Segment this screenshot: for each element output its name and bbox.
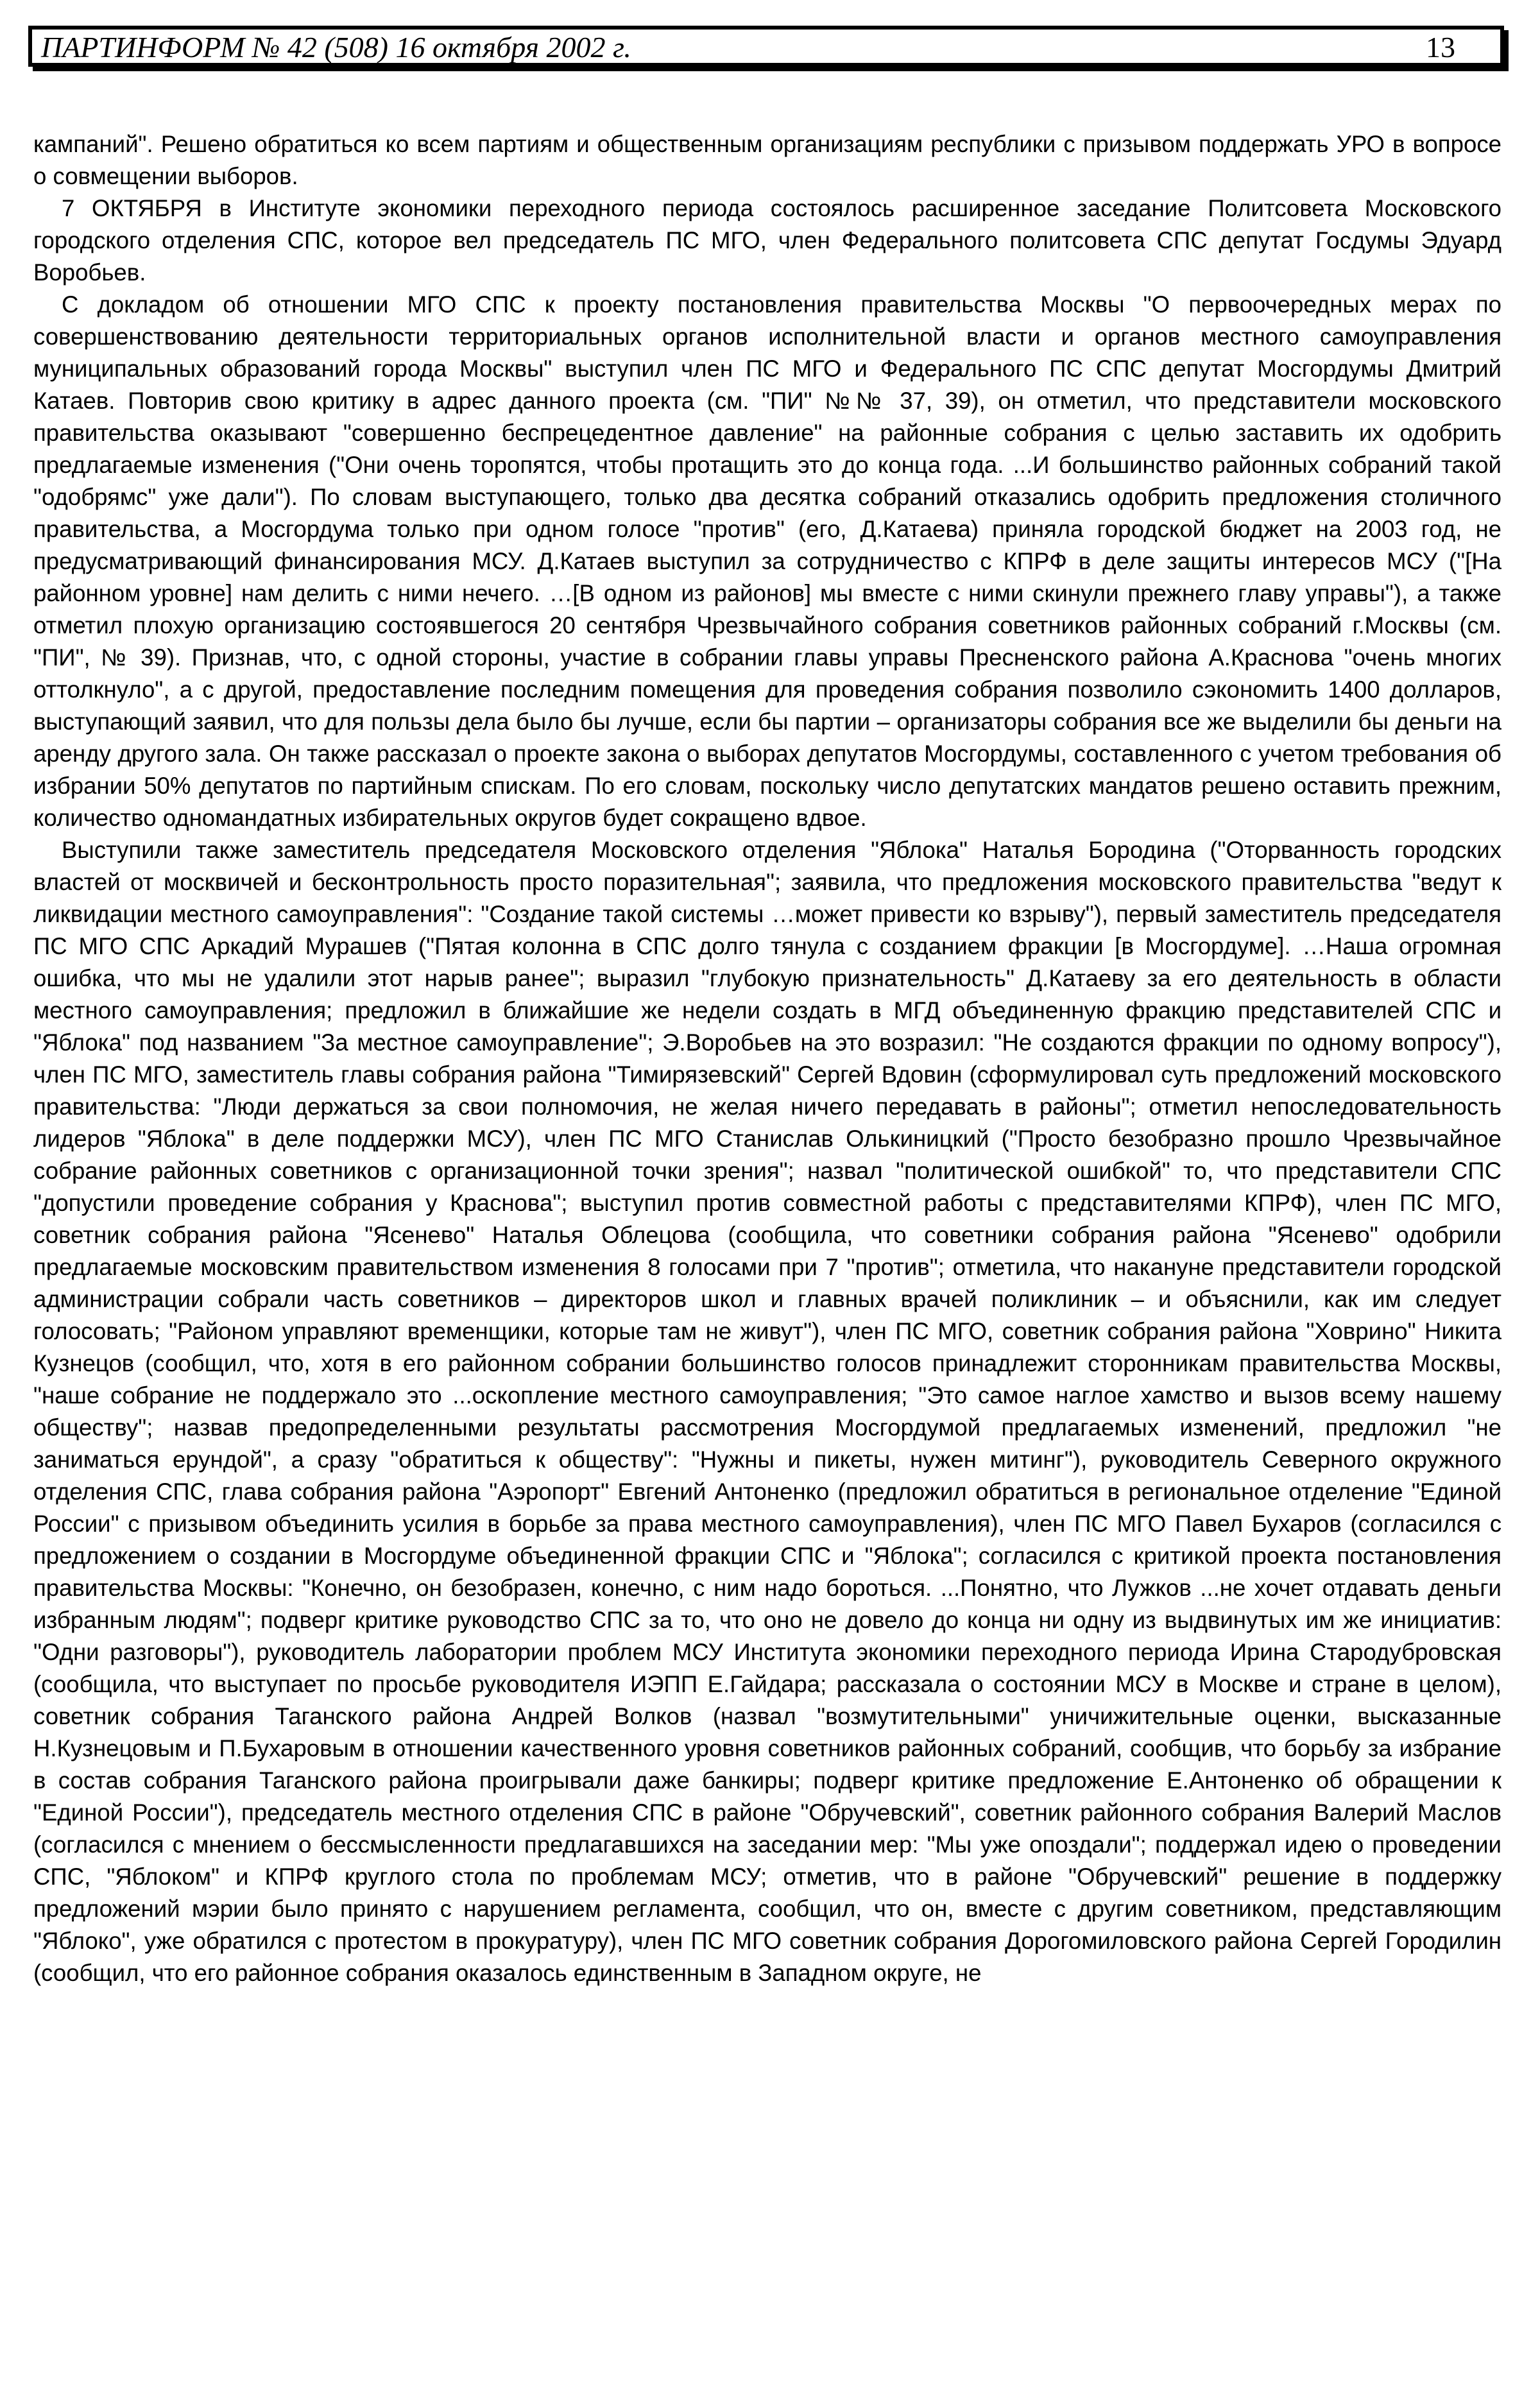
paragraph-speakers: Выступили также заместитель председателя Московского отделения "Яблока" Наталья Бородина ("Оторванность городских властей от москвичей и бесконтрольность просто поразительная"; заявила, что предложения московского правительства "ведут к ликвидации местного самоуправления": "Создание такой системы …может привести ко взрыву"), первый заместитель председателя ПС МГО СПС Аркадий Мурашев ("Пятая колонна в СПС долго тянула с созданием фракции [в Мосгордуме]. …Наша огромная ошибка, что мы не удалили этот нарыв ранее"; выразил "глубокую признательность" Д.Катаеву за его деятельность в области местного самоуправления; предложил в ближайшие же недели создать в МГД объединенную фракцию представителей СПС и "Яблока" под названием "За местное самоуправление"; Э.Воробьев на это возразил: "Не создаются фракции по одному вопросу"), член ПС МГО, заместитель главы собрания района "Тимирязевский" Сергей Вдовин (сформулировал суть предложений московского правительства: "Люди держаться за свои полномочия, не желая ничего передавать в районы"; отметил непоследовательность лидеров "Яблока" в деле поддержки МСУ), член ПС МГО Станислав Олькиницкий ("Просто безобразно прошло Чрезвычайное собрание районных советников с организационной точки зрения"; назвал "политической ошибкой" то, что представители СПС "допустили проведение собрания у Краснова"; выступил против совместной работы с представителями КПРФ), член ПС МГО, советник собрания района "Ясенево" Наталья Облецова (сообщила, что советники собрания района "Ясенево" одобрили предлагаемые московским правительством изменения 8 голосами при 7 "против"; отметила, что накануне представители городской администрации собрали часть советников – директоров школ и главных врачей поликлиник – и объяснили, как им следует голосовать; "Районом управляют временщики, которые там не живут"), член ПС МГО, советник собрания района "Ховрино" Никита Кузнецов (сообщил, что, хотя в его районном собрании большинство голосов принадлежит сторонникам правительства Москвы, "наше собрание не поддержало это ...оскопление местного самоуправления; "Это самое наглое хамство и вызов всему нашему обществу"; назвав предопределенными результаты рассмотрения Мосгордумой предлагаемых изменений, предложил "не заниматься ерундой", а сразу "обратиться к обществу": "Нужны и пикеты, нужен митинг"), руководитель Северного окружного отделения СПС, глава собрания района "Аэропорт" Евгений Антоненко (предложил обратиться в региональное отделение "Единой России" с призывом объединить усилия в борьбе за права местного самоуправления), член ПС МГО Павел Бухаров (согласился с предложением о создании в Мосгордуме объединенной фракции СПС и "Яблока"; согласился с критикой проекта постановления правительства Москвы: "Конечно, он безобразен, конечно, с ним надо бороться. ...Понятно, что Лужков ...не хочет отдавать деньги избранным людям"; подверг критике руководство СПС за то, что оно не довело до конца ни одну из выдвинутых им же инициатив: "Одни разговоры"), руководитель лаборатории проблем МСУ Института экономики переходного периода Ирина Стародубровская (сообщила, что выступает по просьбе руководителя ИЭПП Е.Гайдара; рассказала о состоянии МСУ в Москве и стране в целом), советник собрания Таганского района Андрей Волков (назвал "возмутительными" уничижительные оценки, высказанные Н.Кузнецовым и П.Бухаровым в отношении качественного уровня советников районных собраний, сообщив, что борьбу за избрание в состав собрания Таганского района проигрывали даже банкиры; подверг критике предложение Е.Антоненко об обращении к "Единой России"), председатель местного отделения СПС в районе "Обручевский", советник районного собрания Валерий Маслов (согласился с мнением о бессмысленности предлагавшихся на заседании мер: "Мы уже опоздали"; поддержал идею о проведении СПС, "Яблоком" и КПРФ круглого стола по проблемам МСУ; отметив, что в районе "Обручевский" решение в поддержку предложений мэрии было принято с нарушением регламента, сообщил, что он, вместе с другим советником, представляющим "Яблоко", уже обратился с протестом в прокуратуру), член ПС МГО советник собрания Дорогомиловского района Сергей Городилин (сообщил, что его районное собрания оказалось единственным в Западном округе, не (33, 837, 1502, 1986)
issue-header (28, 26, 1504, 67)
article-body (33, 128, 1502, 1989)
issue-line: ПАРТИНФОРМ № 42 (508) 16 октября 2002 г. (41, 31, 631, 64)
paragraph-katayev-report: С докладом об отношении МГО СПС к проекту постановления правительства Москвы "О первоочередных мерах по совершенствованию деятельности территориальных органов исполнительной власти и органов местного самоуправления муниципальных образований города Москвы" выступил член ПС МГО и Федерального ПС СПС депутат Мосгордумы Дмитрий Катаев. Повторив свою критику в адрес данного проекта (см. "ПИ" №№ 37, 39), он отметил, что представители московского правительства оказывают "совершенно беспрецедентное давление" на районные собрания с целью заставить их одобрить предлагаемые изменения ("Они очень торопятся, чтобы протащить это до конца года. ...И большинство районных собраний такой "одобрямс" уже дали"). По словам выступающего, только два десятка собраний отказались одобрить предложения столичного правительства, а Мосгордума только при одном голосе "против" (его, Д.Катаева) приняла городской бюджет на 2003 год, не предусматривающий финансирования МСУ. Д.Катаев выступил за сотрудничество с КПРФ в деле защиты интересов МСУ ("[На районном уровне] нам делить с ними нечего. …[В одном из районов] мы вместе с ними скинули прежнего главу управы"), а также отметил плохую организацию состоявшегося 20 сентября Чрезвычайного собрания советников районных собраний г.Москвы (см. "ПИ", № 39). Признав, что, с одной стороны, участие в собрании главы управы Пресненского района А.Краснова "очень многих оттолкнуло", а с другой, предоставление последним помещения для проведения собрания позволило сэкономить 1400 долларов, выступающий заявил, что для пользы дела было бы лучше, если бы партии – организаторы собрания все же выделили бы деньги на аренду другого зала. Он также рассказал о проекте закона о выборах депутатов Мосгордумы, составленного с учетом требования об избрании 50% депутатов по партийным спискам. По его словам, поскольку число депутатских мандатов решено оставить прежним, количество одномандатных избирательных округов будет сокращено вдвое. (33, 291, 1502, 831)
paragraph-continuation: кампаний". Решено обратиться ко всем партиям и общественным организациям республики с призывом поддержать УРО в вопросе о совмещении выборов. (33, 131, 1502, 189)
paragraph-meeting-intro: 7 ОКТЯБРЯ в Институте экономики переходного периода состоялось расширенное заседание Политсовета Московского городского отделения СПС, которое вел председатель ПС МГО, член Федерального политсовета СПС депутат Госдумы Эдуард Воробьев. (33, 195, 1502, 286)
page-number: 13 (1426, 31, 1455, 64)
